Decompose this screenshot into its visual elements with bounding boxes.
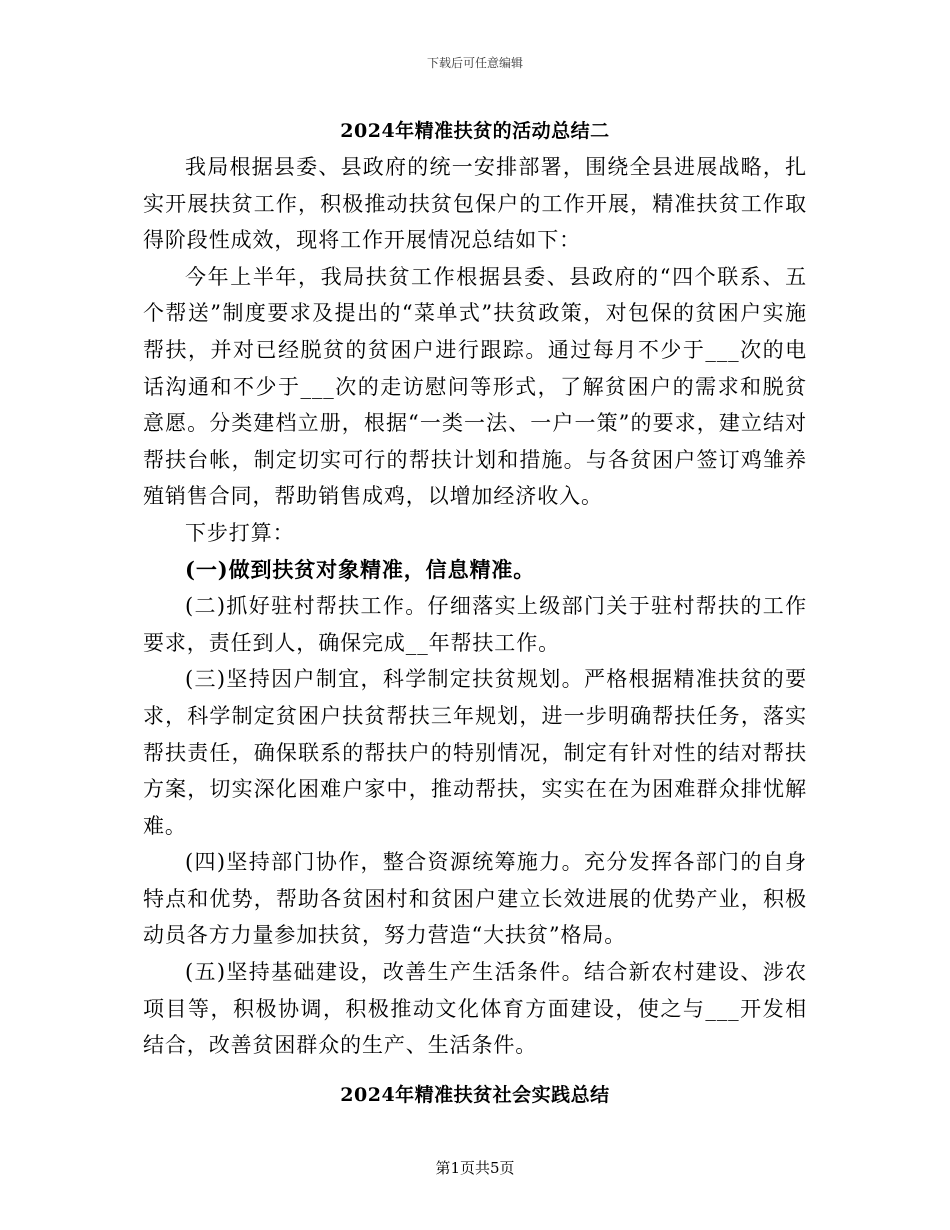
item-4: (四)坚持部门协作，整合资源统筹施力。充分发挥各部门的自身特点和优势，帮助各贫困村和贫困户建立长效进展的优势产业，积极动员各方力量参加扶贫，努力营造“大扶贫”格局。 <box>143 850 807 948</box>
item-2: (二)抓好驻村帮扶工作。仔细落实上级部门关于驻村帮扶的工作要求，责任到人，确保完成__年帮扶工作。 <box>143 594 807 655</box>
page-footer: 第1页共5页 <box>435 1159 515 1177</box>
next-document-title: 2024年精准扶贫社会实践总结 <box>340 1084 610 1106</box>
paragraph-next-steps: 下步打算： <box>185 520 295 545</box>
paragraph-first-half: 今年上半年，我局扶贫工作根据县委、县政府的“四个联系、五个帮送”制度要求及提出的“菜单式”扶贫政策，对包保的贫困户实施帮扶，并对已经脱贫的贫困户进行跟踪。通过每月不少于___次的电话沟通和不少于___次的走访慰问等形式，了解贫困户的需求和脱贫意愿。分类建档立册，根据“一类一法、一户一策”的要求，建立结对帮扶台帐，制定切实可行的帮扶计划和措施。与各贫困户签订鸡雏养殖销售合同，帮助销售成鸡，以增加经济收入。 <box>143 264 807 509</box>
paragraph-intro: 我局根据县委、县政府的统一安排部署，围绕全县进展战略，扎实开展扶贫工作，积极推动扶贫包保户的工作开展，精准扶贫工作取得阶段性成效，现将工作开展情况总结如下： <box>143 155 807 253</box>
item-5: (五)坚持基础建设，改善生产生活条件。结合新农村建设、涉农项目等，积极协调，积极推动文化体育方面建设，使之与___开发相结合，改善贫困群众的生产、生活条件。 <box>143 960 807 1058</box>
page-header: 下载后可任意编辑 <box>426 56 523 70</box>
item-3: (三)坚持因户制宜，科学制定扶贫规划。严格根据精准扶贫的要求，科学制定贫困户扶贫帮扶三年规划，进一步明确帮扶任务，落实帮扶责任，确保联系的帮扶户的特别情况，制定有针对性的结对帮扶方案，切实深化困难户家中，推动帮扶，实实在在为困难群众排忧解难。 <box>143 667 807 838</box>
document-body <box>143 149 807 1064</box>
document-title: 2024年精准扶贫的活动总结二 <box>340 120 610 142</box>
item-1: (一)做到扶贫对象精准，信息精准。 <box>185 556 536 582</box>
